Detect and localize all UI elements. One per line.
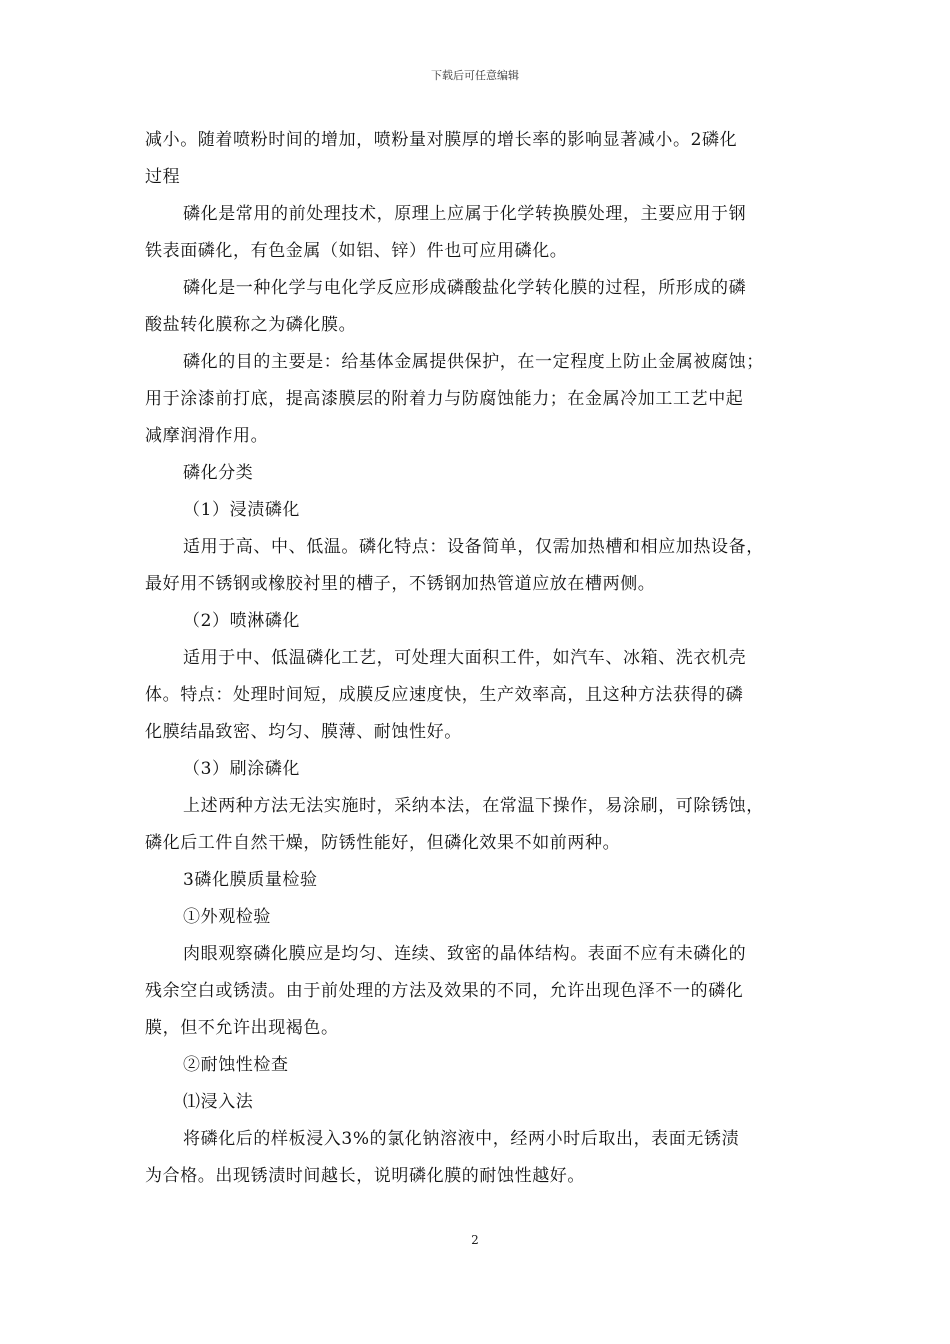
text-line: 磷化是常用的前处理技术，原理上应属于化学转换膜处理，主要应用于钢 (183, 204, 747, 224)
text-line: （3）刷涂磷化 (183, 759, 301, 779)
text-line: 磷化后工件自然干燥，防锈性能好，但磷化效果不如前两种。 (145, 833, 621, 853)
text-line: 磷化分类 (183, 463, 254, 483)
text-line: 最好用不锈钢或橡胶衬里的槽子，不锈钢加热管道应放在槽两侧。 (145, 574, 656, 594)
text-line: 磷化的目的主要是：给基体金属提供保护，在一定程度上防止金属被腐蚀； (183, 352, 764, 372)
text-line: 铁表面磷化，有色金属（如铝、锌）件也可应用磷化。 (145, 241, 568, 261)
text-line: 残余空白或锈渍。由于前处理的方法及效果的不同，允许出现色泽不一的磷化 (145, 981, 744, 1001)
text-line: 适用于高、中、低温。磷化特点：设备简单，仅需加热槽和相应加热设备， (183, 537, 764, 557)
text-line: ①外观检验 (183, 907, 271, 927)
text-line: 体。特点：处理时间短，成膜反应速度快，生产效率高，且这种方法获得的磷 (145, 685, 744, 705)
text-line: 肉眼观察磷化膜应是均匀、连续、致密的晶体结构。表面不应有未磷化的 (183, 944, 747, 964)
text-line: 酸盐转化膜称之为磷化膜。 (145, 315, 357, 335)
text-line: 减小。随着喷粉时间的增加，喷粉量对膜厚的增长率的影响显著减小。2磷化 (145, 130, 738, 150)
text-line: 膜，但不允许出现褐色。 (145, 1018, 339, 1038)
text-line: ⑴浸入法 (183, 1092, 254, 1112)
text-line: 将磷化后的样板浸入3%的氯化钠溶液中，经两小时后取出，表面无锈渍 (183, 1129, 740, 1149)
text-line: ②耐蚀性检查 (183, 1055, 289, 1075)
page-number: 2 (471, 1233, 479, 1247)
document-body (145, 124, 810, 1197)
text-line: （1）浸渍磷化 (183, 500, 301, 520)
text-line: 适用于中、低温磷化工艺，可处理大面积工件，如汽车、冰箱、洗衣机壳 (183, 648, 747, 668)
text-line: 用于涂漆前打底，提高漆膜层的附着力与防腐蚀能力；在金属冷加工工艺中起 (145, 389, 744, 409)
page-header: 下载后可任意编辑 (431, 69, 519, 82)
text-line: 3磷化膜质量检验 (183, 870, 318, 890)
text-line: 磷化是一种化学与电化学反应形成磷酸盐化学转化膜的过程，所形成的磷 (183, 278, 747, 298)
text-line: 过程 (145, 167, 181, 187)
text-line: 上述两种方法无法实施时，采纳本法，在常温下操作，易涂刷，可除锈蚀， (183, 796, 764, 816)
text-line: 化膜结晶致密、均匀、膜薄、耐蚀性好。 (145, 722, 462, 742)
text-line: 为合格。出现锈渍时间越长，说明磷化膜的耐蚀性越好。 (145, 1166, 585, 1186)
text-line: 减摩润滑作用。 (145, 426, 269, 446)
text-line: （2）喷淋磷化 (183, 611, 301, 631)
